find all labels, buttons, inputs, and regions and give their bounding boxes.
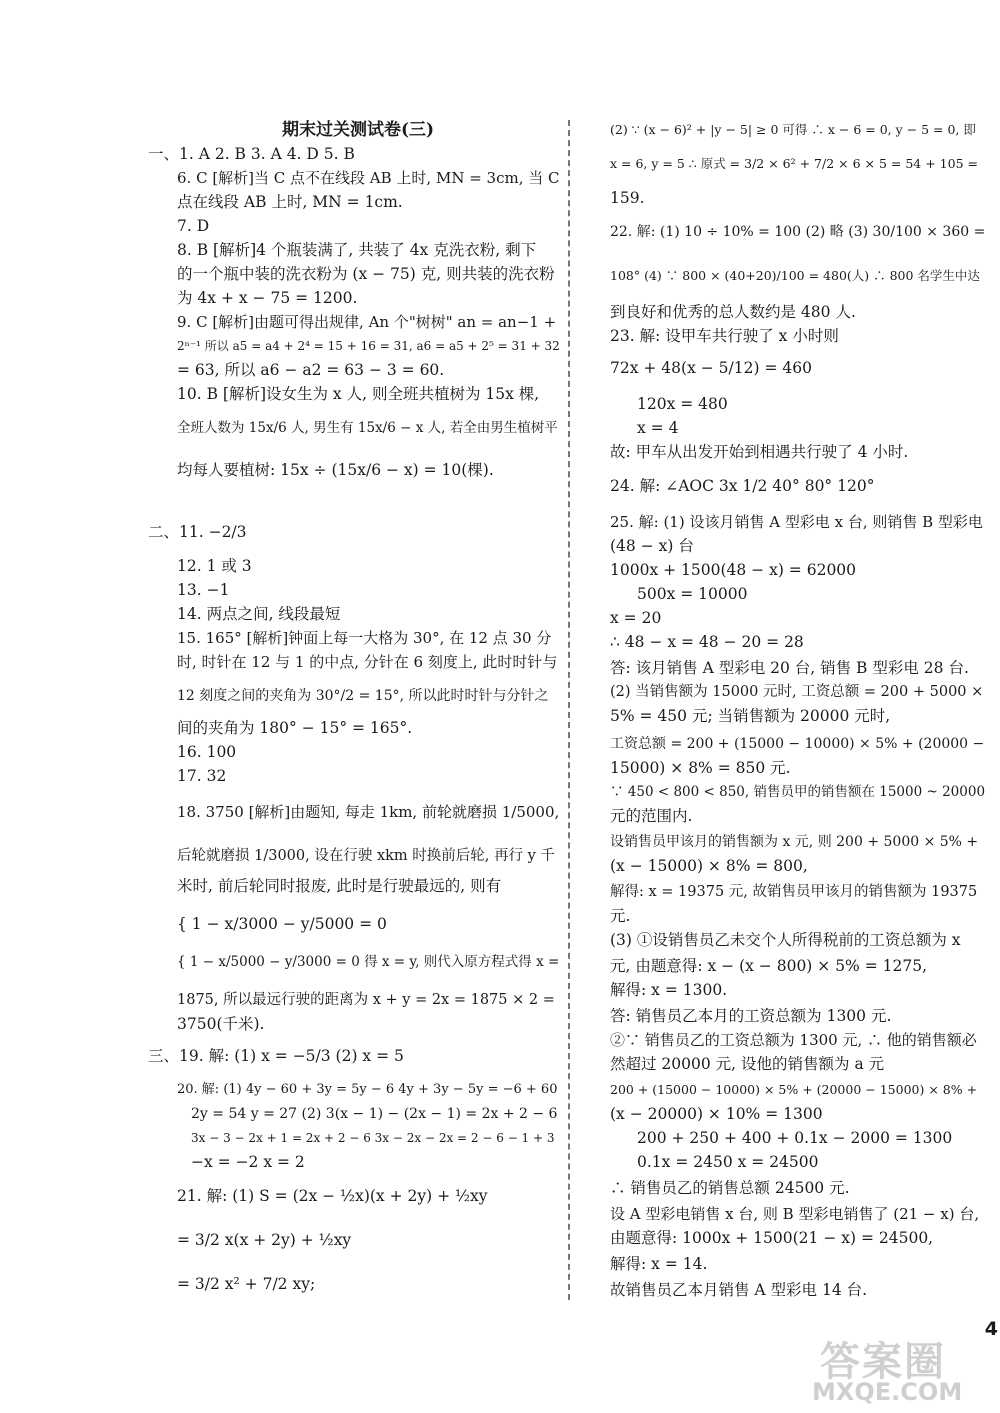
right-line: (x − 20000) × 10% = 1300 — [610, 1105, 823, 1123]
watermark-url: MXQE.COM — [812, 1378, 963, 1406]
right-line: 故销售员乙本月销售 A 型彩电 14 台. — [610, 1281, 868, 1299]
right-line: 由题意得: 1000x + 1500(21 − x) = 24500, — [610, 1229, 934, 1247]
left-line: 全班人数为 15x/6 人, 男生有 15x/6 − x 人, 若全由男生植树平 — [177, 420, 558, 436]
right-line: 工资总额 = 200 + (15000 − 10000) × 5% + (20000 − — [610, 736, 985, 752]
left-line: 的一个瓶中装的洗衣粉为 (x − 75) 克, 则共装的洗衣粉 — [177, 265, 555, 283]
left-line: 10. B [解析]设女生为 x 人, 则全班共植树为 15x 棵, — [177, 385, 540, 403]
right-line: x = 4 — [637, 419, 679, 437]
left-line: 三、19. 解: (1) x = −5/3 (2) x = 5 — [148, 1047, 404, 1065]
right-line: (2) ∵ (x − 6)² + |y − 5| ≥ 0 可得 ∴ x − 6 = 0, y − 5 = 0, 即 — [610, 122, 976, 137]
right-line: ∴ 销售员乙的销售总额 24500 元. — [610, 1179, 850, 1197]
right-line: 元. — [610, 907, 631, 925]
right-line: ∴ 48 − x = 48 − 20 = 28 — [610, 633, 804, 651]
right-line: 元, 由题意得: x − (x − 800) × 5% = 1275, — [610, 957, 927, 975]
watermark-logo: 答案圈 — [820, 1339, 946, 1385]
left-line: 14. 两点之间, 线段最短 — [177, 605, 341, 623]
left-line: 间的夹角为 180° − 15° = 165°. — [177, 719, 413, 737]
right-line: 120x = 480 — [637, 395, 728, 413]
right-line: 答: 销售员乙本月的工资总额为 1300 元. — [610, 1007, 892, 1025]
left-line: 16. 100 — [177, 743, 237, 761]
left-line: = 3/2 x(x + 2y) + ½xy — [177, 1231, 352, 1249]
right-line: 500x = 10000 — [637, 585, 748, 603]
page-title: 期末过关测试卷(三) — [282, 120, 435, 140]
left-line: 9. C [解析]由题可得出规律, An 个"树树" an = an−1 + — [177, 313, 557, 331]
left-line: 17. 32 — [177, 767, 227, 785]
left-line: 6. C [解析]当 C 点不在线段 AB 上时, MN = 3cm, 当 C — [177, 169, 560, 187]
left-line: 18. 3750 [解析]由题知, 每走 1km, 前轮就磨损 1/5000, — [177, 803, 560, 821]
left-line: 15. 165° [解析]钟面上每一大格为 30°, 在 12 点 30 分 — [177, 629, 552, 647]
left-line: 米时, 前后轮同时报废, 此时是行驶最远的, 则有 — [177, 877, 502, 895]
left-line: 7. D — [177, 217, 210, 235]
right-line: 设 A 型彩电销售 x 台, 则 B 型彩电销售了 (21 − x) 台, — [610, 1205, 980, 1223]
left-line: 后轮就磨损 1/3000, 设在行驶 xkm 时换前后轮, 再行 y 千 — [177, 848, 555, 864]
right-line: 72x + 48(x − 5/12) = 460 — [610, 359, 812, 377]
left-line: 8. B [解析]4 个瓶装满了, 共装了 4x 克洗衣粉, 剩下 — [177, 241, 537, 259]
right-line: 15000) × 8% = 850 元. — [610, 759, 791, 777]
right-line: 200 + 250 + 400 + 0.1x − 2000 = 1300 — [637, 1129, 953, 1147]
left-line: 为 4x + x − 75 = 1200. — [177, 289, 358, 307]
page-number: 4 — [984, 1318, 998, 1340]
left-line: { 1 − x/5000 − y/3000 = 0 得 x = y, 则代入原方程式得 x = — [177, 954, 560, 970]
left-line: 均每人要植树: 15x ÷ (15x/6 − x) = 10(棵). — [177, 461, 494, 479]
right-line: (3) ①设销售员乙未交个人所得税前的工资总额为 x — [610, 931, 961, 949]
left-line: 1875, 所以最远行驶的距离为 x + y = 2x = 1875 × 2 = — [177, 992, 555, 1008]
left-line: 2ⁿ⁻¹ 所以 a5 = a4 + 2⁴ = 15 + 16 = 31, a6 = a5 + 2⁵ = 31 + 32 — [177, 339, 560, 353]
right-line: 元的范围内. — [610, 807, 693, 825]
right-line: ∵ 450 < 800 < 850, 销售员甲的销售额在 15000 ~ 20000 — [610, 784, 986, 800]
right-line: x = 6, y = 5 ∴ 原式 = 3/2 × 6² + 7/2 × 6 × 5 = 54 + 105 = — [610, 156, 978, 171]
left-line: −x = −2 x = 2 — [191, 1153, 305, 1171]
left-line: 二、11. −2/3 — [148, 523, 247, 541]
right-line: 故: 甲车从出发开始到相遇共行驶了 4 小时. — [610, 443, 909, 461]
right-line: 答: 该月销售 A 型彩电 20 台, 销售 B 型彩电 28 台. — [610, 659, 969, 677]
right-line: (x − 15000) × 8% = 800, — [610, 857, 808, 875]
left-line: = 3/2 x² + 7/2 xy; — [177, 1275, 316, 1293]
right-line: 24. 解: ∠AOC 3x 1/2 40° 80° 120° — [610, 477, 875, 495]
right-line: 1000x + 1500(48 − x) = 62000 — [610, 561, 857, 579]
left-line: 12 刻度之间的夹角为 30°/2 = 15°, 所以此时时针与分针之 — [177, 688, 549, 704]
right-line: 22. 解: (1) 10 ÷ 10% = 100 (2) 略 (3) 30/100 × 360 = — [610, 224, 986, 240]
left-line: 20. 解: (1) 4y − 60 + 3y = 5y − 6 4y + 3y − 5y = −6 + 60 — [177, 1082, 558, 1097]
right-line: 200 + (15000 − 10000) × 5% + (20000 − 15000) × 8% + — [610, 1082, 978, 1097]
right-line: 设销售员甲该月的销售额为 x 元, 则 200 + 5000 × 5% + — [610, 834, 979, 850]
left-line: { 1 − x/3000 − y/5000 = 0 — [177, 915, 387, 933]
right-line: 108° (4) ∵ 800 × (40+20)/100 = 480(人) ∴ 800 名学生中达 — [610, 268, 980, 283]
right-line: 0.1x = 2450 x = 24500 — [637, 1153, 819, 1171]
left-line: 3750(千米). — [177, 1015, 265, 1033]
left-line: 一、1. A 2. B 3. A 4. D 5. B — [148, 145, 355, 163]
right-line: 解得: x = 1300. — [610, 981, 728, 999]
right-line: 然超过 20000 元, 设他的销售额为 a 元 — [610, 1055, 885, 1073]
right-line: (48 − x) 台 — [610, 537, 694, 555]
right-line: 解得: x = 14. — [610, 1255, 708, 1273]
left-line: 2y = 54 y = 27 (2) 3(x − 1) − (2x − 1) = 2x + 2 − 6 — [191, 1106, 558, 1122]
left-line: 13. −1 — [177, 581, 230, 599]
left-line: 3x − 3 − 2x + 1 = 2x + 2 − 6 3x − 2x − 2x = 2 − 6 − 1 + 3 — [191, 1131, 555, 1145]
left-line: 12. 1 或 3 — [177, 557, 252, 575]
left-line: 21. 解: (1) S = (2x − ½x)(x + 2y) + ½xy — [177, 1187, 488, 1205]
right-line: 5% = 450 元; 当销售额为 20000 元时, — [610, 707, 891, 725]
right-line: ②∵ 销售员乙的工资总额为 1300 元, ∴ 他的销售额必 — [610, 1031, 977, 1049]
right-line: 23. 解: 设甲车共行驶了 x 小时则 — [610, 327, 839, 345]
right-line: x = 20 — [610, 609, 662, 627]
right-line: (2) 当销售额为 15000 元时, 工资总额 = 200 + 5000 × — [610, 684, 984, 700]
right-line: 解得: x = 19375 元, 故销售员甲该月的销售额为 19375 — [610, 884, 978, 900]
left-line: 点在线段 AB 上时, MN = 1cm. — [177, 193, 403, 211]
left-line: = 63, 所以 a6 − a2 = 63 − 3 = 60. — [177, 361, 445, 379]
right-line: 159. — [610, 189, 645, 207]
right-line: 到良好和优秀的总人数约是 480 人. — [610, 303, 856, 321]
right-line: 25. 解: (1) 设该月销售 A 型彩电 x 台, 则销售 B 型彩电 — [610, 513, 983, 531]
watermark — [800, 1330, 1000, 1410]
column-divider — [568, 120, 570, 1300]
left-line: 时, 时针在 12 与 1 的中点, 分针在 6 刻度上, 此时时针与 — [177, 653, 558, 671]
